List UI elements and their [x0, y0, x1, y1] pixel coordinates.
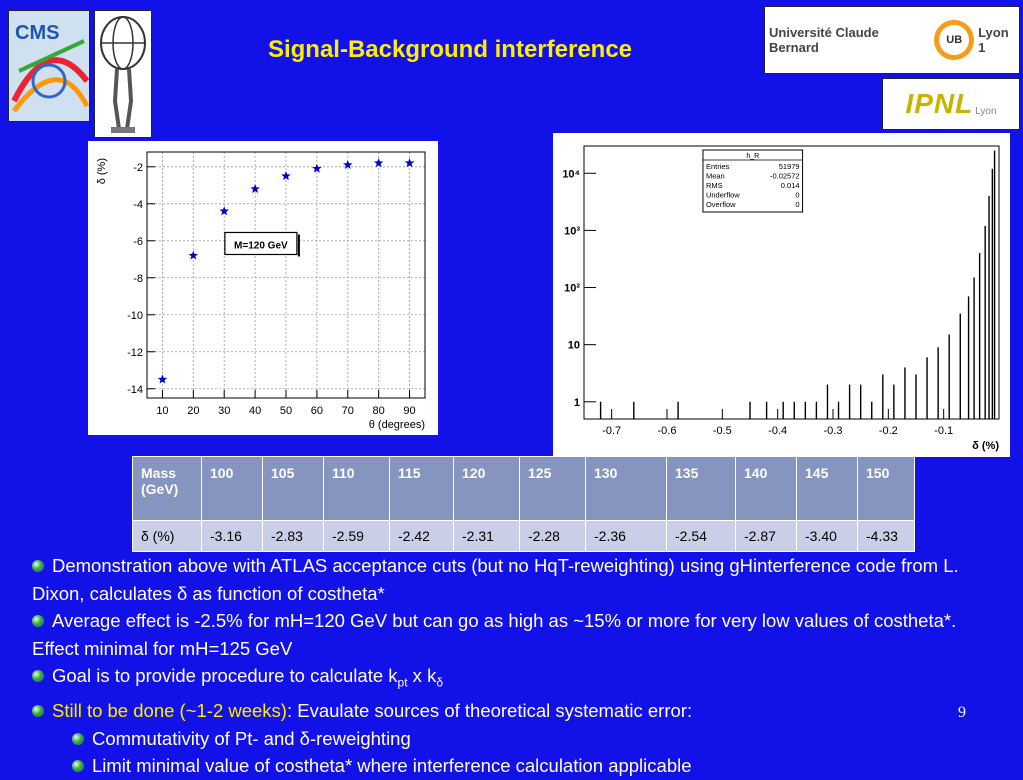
atlas-figure-logo [94, 10, 152, 138]
stats-label: Underflow [705, 190, 740, 200]
table-value-cell: -4.33 [858, 521, 915, 552]
data-point [312, 164, 322, 173]
table-value-cell: -2.59 [324, 521, 390, 552]
stats-title: h_R [746, 153, 760, 160]
table-header-cell: 135 [667, 457, 736, 521]
bullet-text: : Evaulate sources of theoretical systematic error: [286, 700, 693, 722]
table-header-cell: 105 [263, 457, 324, 521]
y-tick-label: -8 [133, 272, 143, 285]
bullet-text: Limit minimal value of costheta* where interference calculation applicable [92, 755, 692, 777]
y-tick-label: -10 [127, 309, 143, 322]
y-axis-label: δ (%) [96, 158, 108, 185]
bullet-icon [72, 733, 84, 745]
bullet-item [32, 662, 1002, 697]
ucbl-text-left: Université Claude Bernard [769, 25, 879, 55]
stats-label: Mean [705, 171, 725, 181]
ipnl-logo-small: Lyon [975, 105, 997, 117]
table-value-cell: -3.16 [202, 521, 263, 552]
scatter-svg [89, 142, 437, 434]
ipnl-logo-text: IPNL [905, 88, 974, 119]
table-value-cell: -3.40 [797, 521, 858, 552]
y-tick-label: -12 [127, 346, 143, 359]
y-tick-label: -4 [133, 198, 143, 211]
histogram-plot [553, 133, 1010, 457]
page-number: 9 [958, 704, 966, 721]
x-tick-label: -0.3 [823, 425, 843, 437]
scatter-plot [88, 141, 438, 435]
table-header-cell: 125 [520, 457, 586, 521]
x-tick-label: 10 [156, 405, 169, 417]
x-tick-label: -0.4 [768, 425, 788, 437]
data-point [189, 251, 199, 260]
stats-value: 0 [795, 200, 800, 209]
y-tick-label: -2 [133, 161, 143, 174]
subscript-pt: pt [397, 675, 408, 690]
table-header-cell: 150 [858, 457, 915, 521]
bullet-icon [32, 615, 44, 627]
data-point [158, 375, 168, 384]
bullet-item [32, 697, 1002, 725]
stats-value: -0.02572 [769, 171, 800, 181]
bullet-item [32, 607, 1002, 662]
table-value-cell: -2.28 [520, 521, 586, 552]
cms-logo-text: CMS [15, 22, 60, 44]
data-point [281, 171, 291, 180]
table-value-cell: -2.36 [586, 521, 667, 552]
x-axis-label: δ (%) [972, 440, 999, 452]
x-tick-label: 20 [187, 405, 200, 417]
cms-logo [8, 10, 90, 122]
stats-value: 51979 [778, 162, 800, 171]
table-header-cell: 100 [202, 457, 263, 521]
x-tick-label: 80 [372, 405, 385, 417]
bullet-text: Commutativity of Pt- and δ-reweighting [92, 727, 411, 749]
bullet-icon [32, 705, 44, 717]
table-value-cell: -2.87 [736, 521, 797, 552]
slide-title: Signal-Background interference [267, 36, 633, 63]
y-tick-label: 10⁴ [562, 168, 580, 181]
subscript-delta: δ [436, 675, 444, 690]
table-header-cell: 145 [797, 457, 858, 521]
x-tick-label: -0.5 [712, 425, 732, 437]
y-tick-label: -14 [127, 383, 143, 396]
stats-label: Entries [705, 162, 730, 171]
x-tick-label: 70 [341, 405, 354, 417]
table-header-cell: 140 [736, 457, 797, 521]
bullet-text: Average effect is -2.5% for mH=120 GeV but can go as high as ~15% or more for very low values of costheta*. Effect minimal for mH=125 GeV [32, 610, 957, 659]
ucbl-logo [764, 6, 1020, 74]
table-value-cell: -2.54 [667, 521, 736, 552]
bullet-icon [72, 760, 84, 772]
table-header-cell: 115 [390, 457, 454, 521]
table-header-cell: 130 [586, 457, 667, 521]
ucbl-emblem-icon: UB [934, 20, 974, 60]
table-header-cell: 110 [324, 457, 390, 521]
stats-value: 0.014 [780, 181, 800, 190]
bullet-list [32, 552, 1002, 780]
x-tick-label: 60 [310, 405, 324, 417]
stats-label: RMS [705, 181, 723, 190]
bullet-highlight: Still to be done (~1-2 weeks) [52, 700, 287, 722]
mass-delta-table [132, 456, 915, 552]
bullet-text: Demonstration above with ATLAS acceptance cuts (but no HqT-reweighting) using gHinterference code from L. Dixon, calculates δ as function of costheta* [32, 555, 959, 604]
bullet-text: x k [407, 665, 437, 686]
x-tick-label: -0.1 [934, 425, 954, 437]
sub-bullet-item [32, 752, 1002, 780]
x-tick-label: 50 [279, 405, 293, 417]
data-point [343, 160, 353, 169]
stats-label: Overflow [705, 200, 736, 209]
x-tick-label: -0.7 [602, 425, 622, 437]
bullet-icon [32, 670, 44, 682]
table-value-cell: -2.42 [390, 521, 454, 552]
stats-value: 0 [795, 190, 800, 200]
x-tick-label: 40 [248, 405, 262, 417]
table-values-row [133, 521, 915, 552]
y-tick-label: -6 [133, 235, 143, 248]
table-header-row [133, 457, 915, 521]
table-header-cell: 120 [454, 457, 520, 521]
bullet-text: Goal is to provide procedure to calculate k [52, 665, 398, 686]
ipnl-logo [882, 78, 1020, 130]
y-tick-label: 10 [567, 339, 580, 352]
table-row-label: δ (%) [133, 521, 202, 552]
data-point [250, 184, 260, 193]
table-value-cell: -2.31 [454, 521, 520, 552]
x-tick-label: -0.2 [878, 425, 898, 437]
x-tick-label: 30 [218, 405, 231, 417]
sub-bullet-item [32, 725, 1002, 753]
x-tick-label: 90 [403, 405, 416, 417]
x-tick-label: -0.6 [657, 425, 677, 437]
annotation-text: M=120 GeV [234, 240, 288, 252]
ucbl-text-right: Lyon 1 [978, 25, 1009, 55]
y-tick-label: 10³ [564, 225, 580, 238]
histogram-svg [554, 134, 1009, 456]
y-tick-label: 10² [564, 282, 580, 295]
table-header-label: Mass (GeV) [133, 457, 202, 521]
bullet-icon [32, 560, 44, 572]
x-axis-label: θ (degrees) [368, 419, 425, 431]
table-value-cell: -2.83 [263, 521, 324, 552]
bullet-item [32, 552, 1002, 607]
y-tick-label: 1 [573, 396, 580, 409]
